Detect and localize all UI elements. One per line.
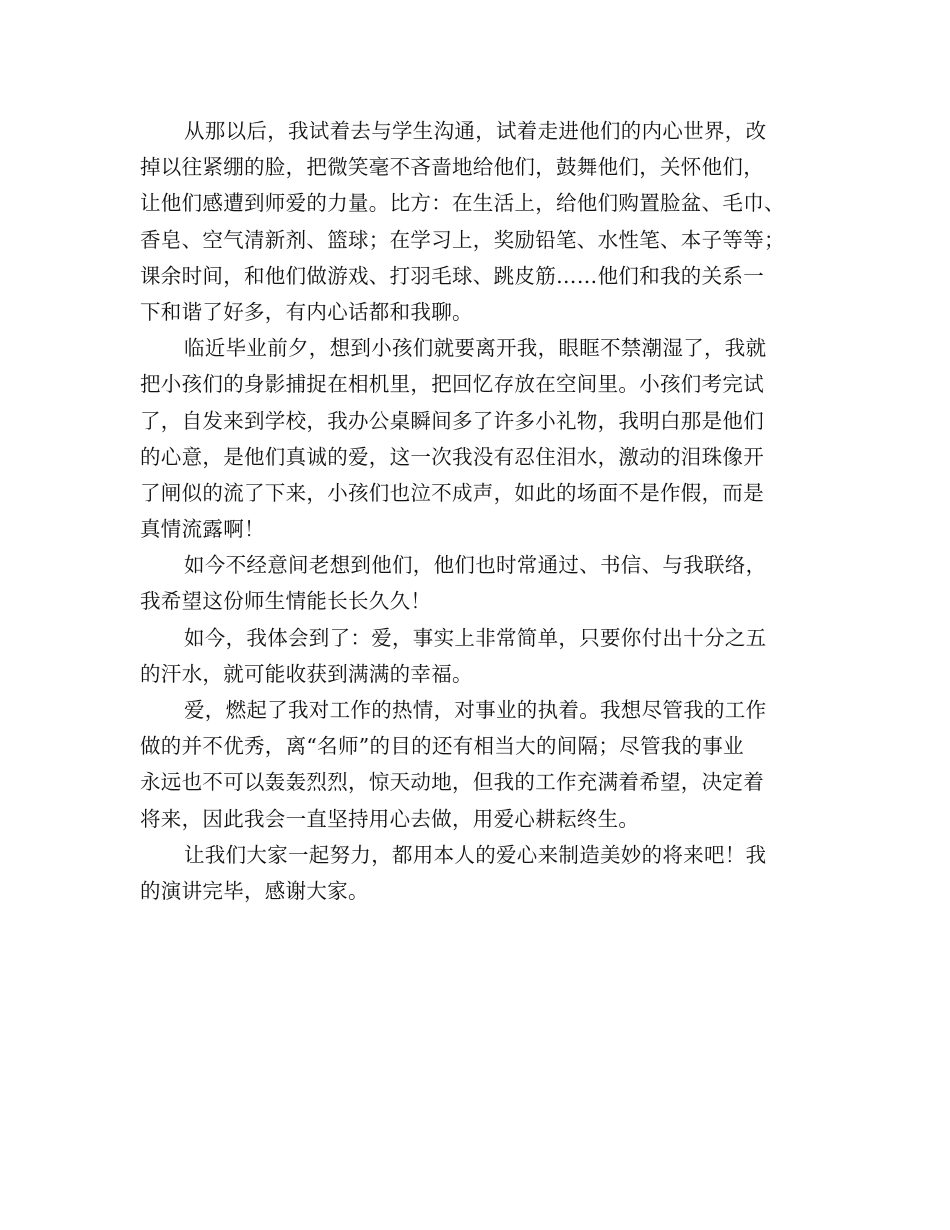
text-line: 让我们大家一起努力，都用本人的爱心来制造美妙的将来吧！我: [184, 842, 767, 867]
text-line: 的演讲完毕，感谢大家。: [140, 878, 369, 903]
paragraph-5: [140, 692, 825, 837]
text-line: 让他们感遭到师爱的力量。比方：在生活上，给他们购置脸盆、毛巾、: [140, 191, 785, 216]
text-line: 下和谐了好多，有内心话都和我聊。: [140, 299, 473, 324]
paragraph-3: [140, 547, 825, 619]
paragraph-1: [140, 113, 825, 330]
text-line: 掉以往紧绷的脸，把微笑毫不吝啬地给他们，鼓舞他们，关怀他们，: [140, 155, 764, 180]
text-line: 的心意，是他们真诚的爱，这一次我没有忍住泪水，激动的泪珠像开: [140, 444, 764, 469]
text-line: 如今，我体会到了：爱，事实上非常简单，只要你付出十分之五: [184, 625, 767, 650]
text-line: 做的并不优秀，离“名师”的目的还有相当大的间隔；尽管我的事业: [140, 734, 744, 759]
text-line: 把小孩们的身影捕捉在相机里，把回忆存放在空间里。小孩们考完试: [140, 372, 764, 397]
text-line: 临近毕业前夕，想到小孩们就要离开我，眼眶不禁潮湿了，我就: [184, 336, 767, 361]
text-line: 如今不经意间老想到他们，他们也时常通过、书信、与我联络，: [184, 553, 767, 578]
text-line: 了，自发来到学校，我办公桌瞬间多了许多小礼物，我明白那是他们: [140, 408, 764, 433]
document-body: [140, 113, 825, 909]
paragraph-6: [140, 837, 825, 909]
paragraph-2: [140, 330, 825, 547]
paragraph-4: [140, 620, 825, 692]
text-line: 香皂、空气清新剂、篮球；在学习上，奖励铅笔、水性笔、本子等等；: [140, 227, 785, 252]
text-line: 爱，燃起了我对工作的热情，对事业的执着。我想尽管我的工作: [184, 698, 767, 722]
text-line: 真情流露啊！: [140, 517, 265, 542]
text-line: 课余时间，和他们做游戏、打羽毛球、跳皮筋……他们和我的关系一: [140, 263, 764, 288]
text-line: 永远也不可以轰轰烈烈，惊天动地，但我的工作充满着希望，决定着: [140, 770, 764, 795]
text-line: 将来，因此我会一直坚持用心去做，用爱心耕耘终生。: [140, 806, 640, 831]
text-line: 了闸似的流了下来，小孩们也泣不成声，如此的场面不是作假，而是: [140, 480, 764, 505]
text-line: 从那以后，我试着去与学生沟通，试着走进他们的内心世界，改: [184, 119, 767, 143]
text-line: 的汗水，就可能收获到满满的幸福。: [140, 661, 473, 686]
text-line: 我希望这份师生情能长长久久！: [140, 589, 432, 614]
